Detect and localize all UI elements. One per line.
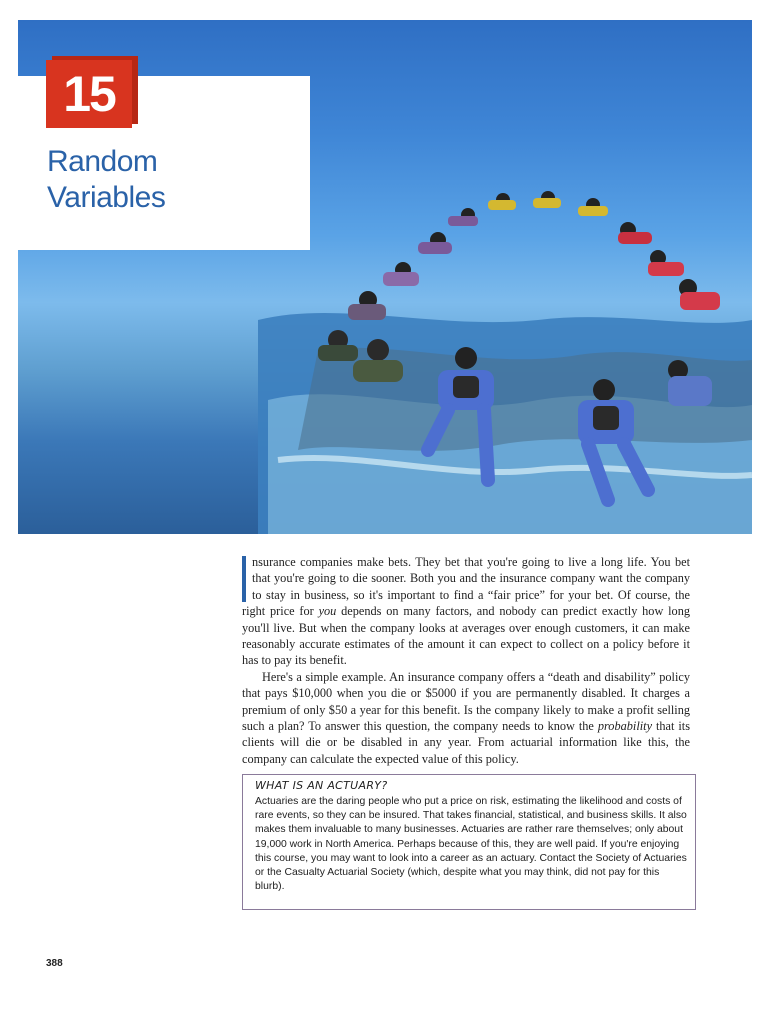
drop-cap-i	[242, 556, 246, 602]
para2-emphasis: probability	[597, 719, 653, 734]
para2-after: that its clients will die or be disabled in any year. From actuarial information like this, the company can calculate the expected value of this policy.	[242, 719, 690, 766]
paragraph-2	[242, 669, 690, 767]
para2-before: Here's a simple example. An insurance company offers a “death and disability” policy that pays $10,000 when you die or $5000 if you are permanently disabled. It charges a premium of only $50 a year for this benefit. Is the company likely to make a profit selling such a plan? To answer this question, the company needs to know the	[242, 669, 690, 734]
paragraph-1	[242, 554, 690, 669]
body-text	[242, 554, 690, 767]
actuary-sidebar	[242, 774, 696, 910]
sidebar-title: WHAT IS AN ACTUARY?	[255, 779, 388, 792]
chapter-number-badge: 15	[46, 60, 132, 128]
para1-after: depends on many factors, and nobody can predict exactly how long you'll live. But when the company looks at averages over enough customers, it can make reasonably accurate estimates of the amount it can expect to collect on a policy before it has to pay its benefit.	[242, 604, 690, 668]
sidebar-text: Actuaries are the daring people who put a price on risk, estimating the likelihood and costs of rare events, so they can be insured. That takes financial, statistical, and business skills. It also makes them invaluable to many businesses. Actuaries are rather rare themselves; only about 19,000 work in North America. Perhaps because of this, they are well paid. If you're enjoying this course, you may want to look into a career as an actuary. Contact the Society of Actuaries or the Casualty Actuarial Society (which, despite what you may think, did not pay for this blurb).	[255, 796, 687, 893]
chapter-title	[47, 144, 297, 216]
para1-before: nsurance companies make bets. They bet that you're going to live a long life. You bet that you're going to die sooner. Both you and the insurance company want the company to stay in business, so it's important to find a “fair price” for your bet. Of course, the right price for	[242, 555, 690, 619]
chapter-title-line2: Variables	[47, 181, 166, 214]
chapter-title-line1: Random	[47, 145, 158, 178]
para1-emphasis: you	[318, 604, 337, 619]
page-number: 388	[46, 958, 63, 969]
